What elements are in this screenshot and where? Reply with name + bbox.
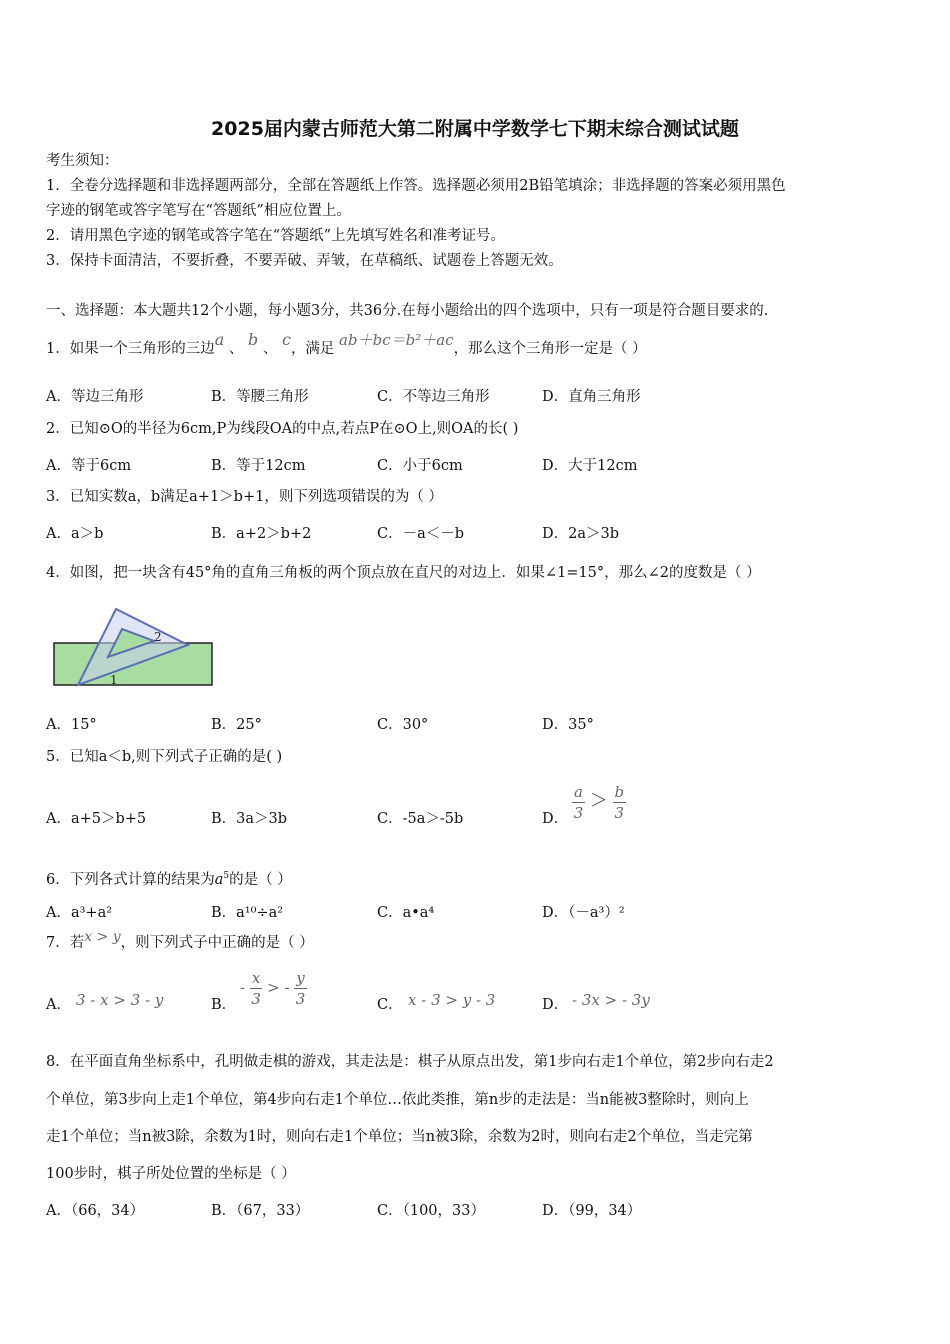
q7-option-d-label: D． [542,997,569,1013]
q2-option-c: C．小于6cm [377,458,463,474]
q3-option-b: B．a+2＞b+2 [211,526,312,542]
q5-frac-b: $\frac{b}{3}$ [614,783,625,822]
notice-heading: 考生须知： [46,153,119,169]
q1-option-a: A．等边三角形 [46,389,144,405]
q4-option-d: D．35° [542,717,594,733]
question-1-stem [46,330,647,359]
q8-option-c: C．（100，33） [377,1203,485,1219]
q5-frac-a: $\frac{a}{3}$ [573,783,584,822]
q7-option-a-label: A． [46,997,71,1013]
section-heading: 一、选择题：本大题共12个小题，每小题3分，共36分.在每小题给出的四个选项中，只有一项是符合题目要求的. [46,303,769,319]
q1-stem-b: ，满足 [290,341,335,357]
angle-2-label: 2 [154,630,162,644]
q5-option-d-expression [572,782,626,823]
q8-option-b: B．（67，33） [211,1203,310,1219]
q3-option-a: A．a＞b [46,526,104,542]
notice-line-1b: 字迹的钢笔或答字笔写在“答题纸”相应位置上。 [46,203,351,219]
q5-option-d-label: D． [542,811,569,827]
question-8-line-2: 个单位，第3步向上走1个单位，第4步向右走1个单位…依此类推，第n步的走法是：当n能被3整除时，则向上 [46,1092,749,1108]
q6-option-c: C．a•a⁴ [377,905,435,921]
q1-option-d: D．直角三角形 [542,389,641,405]
q1-sep-2: 、 [262,341,278,357]
q1-var-a: a [214,330,225,349]
q7-option-b-expression: - $\frac{x}{3}$ > - $\frac{y}{3}$ [240,969,306,1008]
q1-option-c: C．不等边三角形 [377,389,490,405]
q8-option-a: A．（66，34） [46,1203,145,1219]
question-7-stem: 7．若x > y，则下列式子中正确的是（ ） [46,929,314,951]
q3-option-d: D．2a＞3b [542,526,620,542]
notice-line-3: 3．保持卡面清洁，不要折叠，不要弄破、弄皱，在草稿纸、试题卷上答题无效。 [46,253,563,269]
q2-option-b: B．等于12cm [211,458,306,474]
q1-stem-a: 1．如果一个三角形的三边 [46,341,215,357]
q4-option-a: A．15° [46,717,97,733]
q8-option-d: D．（99，34） [542,1203,642,1219]
q1-var-b: b [248,330,259,349]
notice-line-2: 2．请用黑色字迹的钢笔或答字笔在“答题纸”上先填写姓名和准考证号。 [46,228,506,244]
q5-op: ＞ [589,790,608,812]
q6-option-a: A．a³+a² [46,905,113,921]
ruler-triangle-figure [50,605,220,690]
q6-option-b: B．a¹⁰÷a² [211,905,284,921]
q3-option-c: C．－a＜－b [377,526,465,542]
question-2-stem: 2．已知⊙O的半径为6cm,P为线段OA的中点,若点P在⊙O上,则OA的长( ) [46,421,519,437]
q2-option-d: D．大于12cm [542,458,638,474]
q7-option-b-label: B． [211,997,237,1013]
q1-sep-1: 、 [228,341,244,357]
question-4-stem: 4．如图，把一块含有45°角的直角三角板的两个顶点放在直尺的对边上．如果∠1=15°，那么∠2的度数是（ ） [46,565,761,581]
question-8-line-1: 8．在平面直角坐标系中，孔明做走棋的游戏，其走法是：棋子从原点出发，第1步向右走1个单位，第2步向右走2 [46,1054,774,1070]
q6-option-d: D．（－a³）² [542,905,625,921]
q5-option-c: C．-5a＞-5b [377,811,464,827]
q1-equation: ab＋bc＝b²＋ac [339,331,454,349]
q7-option-c-label: C． [377,997,403,1013]
angle-1-label: 1 [110,673,118,687]
q2-option-a: A．等于6cm [46,458,132,474]
question-8-line-4: 100步时，棋子所处位置的坐标是（ ） [46,1166,296,1182]
q5-option-b: B．3a＞3b [211,811,288,827]
q7-frac-y: $\frac{y}{3}$ [295,969,306,1008]
page-title: 2025届内蒙古师范大第二附属中学数学七下期末综合测试试题 [211,118,739,140]
q7-condition: x > y [84,929,121,945]
notice-line-1a: 1．全卷分选择题和非选择题两部分，全部在答题纸上作答。选择题必须用2B铅笔填涂；非选择题的答案必须用黑色 [46,178,786,194]
q4-option-b: B．25° [211,717,262,733]
q1-var-c: c [281,330,291,349]
q5-option-a: A．a+5＞b+5 [46,811,147,827]
question-8-line-3: 走1个单位；当n被3除，余数为1时，则向右走1个单位；当n被3除，余数为2时，则向右走2个单位，当走完第 [46,1129,753,1145]
q7-option-a-expression: 3 - x > 3 - y [76,991,164,1009]
q7-option-d-expression: - 3x > - 3y [572,991,650,1009]
q4-option-c: C．30° [377,717,429,733]
q1-option-b: B．等腰三角形 [211,389,309,405]
q1-stem-c: ，那么这个三角形一定是（ ） [453,341,647,357]
question-5-stem: 5．已知a＜b,则下列式子正确的是( ) [46,749,283,765]
question-6-stem: 6．下列各式计算的结果为$a^5$的是（ ） [46,871,292,888]
q7-option-c-expression: x - 3 > y - 3 [408,991,496,1009]
q7-frac-x: $\frac{x}{3}$ [251,969,261,1008]
question-3-stem: 3．已知实数a，b满足a+1＞b+1，则下列选项错误的为（ ） [46,489,443,505]
